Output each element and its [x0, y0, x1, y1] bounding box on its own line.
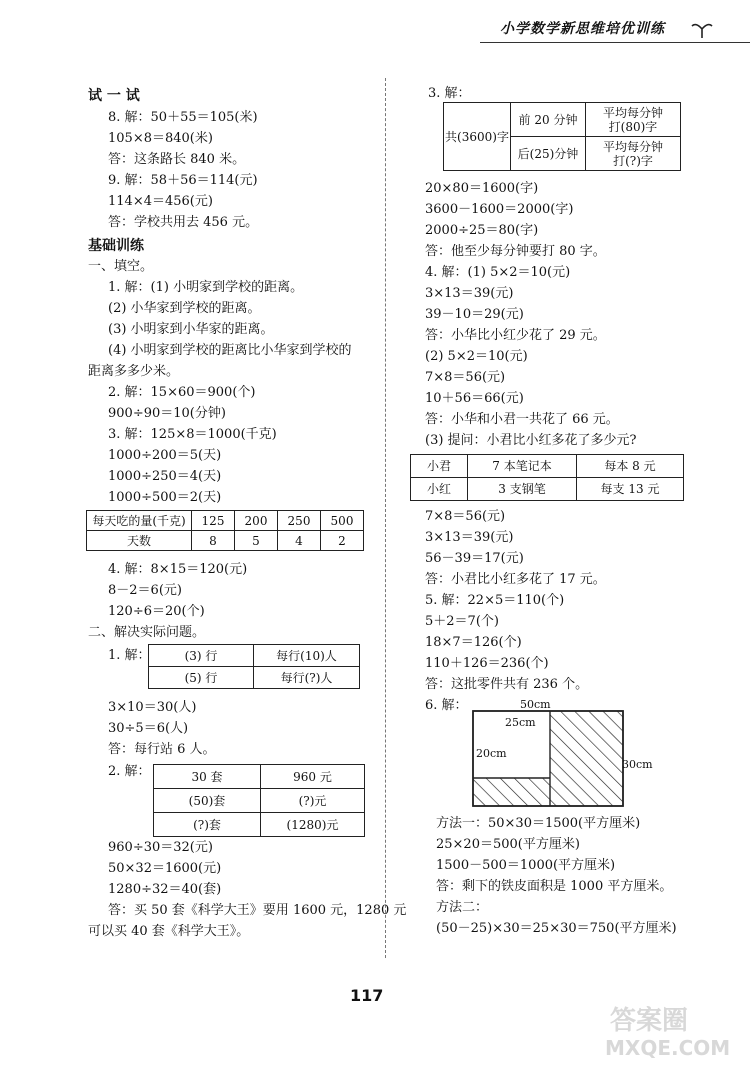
- text-line: 20×80＝1600(字): [425, 181, 539, 196]
- text-line: 39－10＝29(元): [425, 307, 524, 322]
- table-cell: (50)套: [154, 789, 261, 813]
- text-line: 3×10＝30(人): [108, 700, 197, 715]
- section-title-basic: 基础训练: [88, 238, 144, 254]
- text-line: 50×32＝1600(元): [108, 861, 222, 876]
- table-row-label: 天数: [87, 531, 192, 551]
- question-label: 3. 解：: [428, 86, 471, 101]
- text-line: 答：买 50 套《科学大王》要用 1600 元，1280 元: [108, 903, 407, 918]
- table-cell: 500: [321, 511, 364, 531]
- table-cell: 每行(10)人: [254, 645, 360, 667]
- table-cell: 8: [192, 531, 235, 551]
- text-line: 1. 解：(1) 小明家到学校的距离。: [108, 280, 304, 295]
- dimension-label: 30cm: [622, 758, 653, 771]
- text-line: 答：学校共用去 456 元。: [108, 215, 259, 230]
- table-cell: 30 套: [154, 765, 261, 789]
- text-line: 7×8＝56(元): [425, 509, 506, 524]
- text-line: 方法二：: [436, 900, 489, 915]
- watermark-url: MXQE.COM: [605, 1036, 731, 1060]
- text-line: 一、填空。: [88, 259, 154, 274]
- table-typing: [443, 102, 681, 171]
- column-divider: [385, 78, 386, 958]
- table-rows-people: [148, 644, 360, 689]
- text-line: 105×8＝840(米): [108, 131, 213, 146]
- table-cell: 3 支钢笔: [468, 478, 577, 501]
- text-line: (3) 提问：小君比小红多花了多少元?: [425, 433, 637, 448]
- running-header-title: 小学数学新思维培优训练: [500, 21, 665, 37]
- table-cell: 200: [235, 511, 278, 531]
- text-line: 4. 解：(1) 5×2＝10(元): [425, 265, 571, 280]
- text-line: (2) 5×2＝10(元): [425, 349, 528, 364]
- text-line: 114×4＝456(元): [108, 194, 213, 209]
- text-line: 1000÷500＝2(天): [108, 490, 222, 505]
- table-cell: (3) 行: [149, 645, 254, 667]
- text-line: 25×20＝500(平方厘米): [436, 837, 580, 852]
- text-line: 110＋126＝236(个): [425, 656, 549, 671]
- text-line: 1500－500＝1000(平方厘米): [436, 858, 616, 873]
- page-number: 117: [350, 986, 384, 1005]
- table-cell: 每支 13 元: [577, 478, 684, 501]
- text-line: 30÷5＝6(人): [108, 721, 189, 736]
- table-cell: 共(3600)字: [444, 103, 511, 171]
- header-rule: [480, 42, 750, 43]
- text-line: 5. 解：22×5＝110(个): [425, 593, 565, 608]
- text-line: (4) 小明家到学校的距离比小华家到学校的: [108, 343, 352, 358]
- text-line: 3×13＝39(元): [425, 530, 514, 545]
- table-cell: 平均每分钟 打(80)字: [586, 103, 681, 137]
- dimension-label: 20cm: [476, 747, 507, 760]
- table-cell: (5) 行: [149, 667, 254, 689]
- table-cell: (1280)元: [261, 813, 365, 837]
- hatched-right-area: [550, 711, 623, 806]
- text-line: 56－39＝17(元): [425, 551, 524, 566]
- text-line: 可以买 40 套《科学大王》。: [88, 924, 250, 939]
- table-sets-price: [153, 764, 365, 837]
- text-line: 答：小华比小红少花了 29 元。: [425, 328, 606, 343]
- table-cell: 960 元: [261, 765, 365, 789]
- table-cell: 小红: [411, 478, 468, 501]
- text-line: 960÷30＝32(元): [108, 840, 213, 855]
- text-line: 18×7＝126(个): [425, 635, 522, 650]
- text-line: 8. 解：50＋55＝105(米): [108, 110, 258, 125]
- table-cell: (?)元: [261, 789, 365, 813]
- table-cell: 4: [278, 531, 321, 551]
- text-line: 答：他至少每分钟要打 80 字。: [425, 244, 606, 259]
- text-line: 5＋2＝7(个): [425, 614, 499, 629]
- table-cell: 5: [235, 531, 278, 551]
- section-title-try: 试 一 试: [88, 88, 140, 104]
- table-cell: 每本 8 元: [577, 455, 684, 478]
- text-line: 距离多多少米。: [88, 364, 180, 379]
- text-line: 答：小华和小君一共花了 66 元。: [425, 412, 619, 427]
- text-line: 900÷90＝10(分钟): [108, 406, 226, 421]
- dimension-label: 50cm: [520, 698, 551, 711]
- text-line: 1280÷32＝40(套): [108, 882, 222, 897]
- text-line: (3) 小明家到小华家的距离。: [108, 322, 274, 337]
- text-line: 2. 解：15×60＝900(个): [108, 385, 256, 400]
- sprout-icon: [690, 20, 714, 40]
- table-cell: 平均每分钟 打(?)字: [586, 137, 681, 171]
- question-label: 1. 解：: [108, 648, 151, 663]
- text-line: 二、解决实际问题。: [88, 625, 206, 640]
- table-cell: 250: [278, 511, 321, 531]
- text-line: 3×13＝39(元): [425, 286, 514, 301]
- text-line: 120÷6＝20(个): [108, 604, 205, 619]
- table-cell: 小君: [411, 455, 468, 478]
- dimension-label: 25cm: [505, 716, 536, 729]
- table-daily-amount: [86, 510, 364, 551]
- table-cell: 前 20 分钟: [511, 103, 586, 137]
- text-line: 3. 解：125×8＝1000(千克): [108, 427, 277, 442]
- table-cell: (?)套: [154, 813, 261, 837]
- text-line: 答：剩下的铁皮面积是 1000 平方厘米。: [436, 879, 673, 894]
- question-label: 6. 解：: [425, 698, 468, 713]
- table-cell: 2: [321, 531, 364, 551]
- table-cell: 125: [192, 511, 235, 531]
- text-line: (2) 小华家到学校的距离。: [108, 301, 261, 316]
- text-line: 8－2＝6(元): [108, 583, 182, 598]
- watermark-logo: 答案圈: [610, 1006, 689, 1036]
- text-line: 9. 解：58＋56＝114(元): [108, 173, 258, 188]
- table-header-cell: 每天吃的量(千克): [87, 511, 192, 531]
- text-line: 10＋56＝66(元): [425, 391, 524, 406]
- text-line: 方法一：50×30＝1500(平方厘米): [436, 816, 641, 831]
- text-line: 答：小君比小红多花了 17 元。: [425, 572, 606, 587]
- text-line: 3600－1600＝2000(字): [425, 202, 574, 217]
- text-line: 1000÷250＝4(天): [108, 469, 222, 484]
- text-line: 答：每行站 6 人。: [108, 742, 216, 757]
- text-line: (50－25)×30＝25×30＝750(平方厘米): [436, 921, 677, 936]
- table-cell: 每行(?)人: [254, 667, 360, 689]
- text-line: 2000÷25＝80(字): [425, 223, 539, 238]
- hatched-bottom-area: [473, 778, 550, 806]
- text-line: 1000÷200＝5(天): [108, 448, 222, 463]
- table-cell: 7 本笔记本: [468, 455, 577, 478]
- table-cell: 后(25)分钟: [511, 137, 586, 171]
- table-purchases: [410, 454, 684, 501]
- text-line: 答：这条路长 840 米。: [108, 152, 246, 167]
- text-line: 7×8＝56(元): [425, 370, 506, 385]
- text-line: 答：这批零件共有 236 个。: [425, 677, 589, 692]
- text-line: 4. 解：8×15＝120(元): [108, 562, 248, 577]
- question-label: 2. 解：: [108, 764, 151, 779]
